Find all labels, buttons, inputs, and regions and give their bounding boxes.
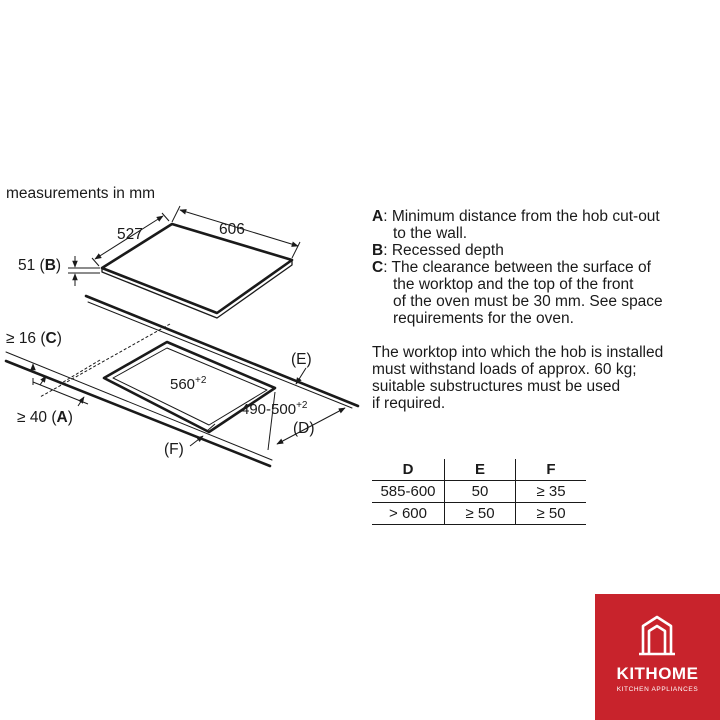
note-line: must withstand loads of approx. 60 kg;	[372, 361, 637, 378]
table-cell: 50	[445, 481, 516, 503]
cutout-width-label: $560^{+2}$	[170, 375, 207, 393]
legend-text: requirements for the oven.	[393, 310, 574, 327]
units-note: measurements in mm	[6, 185, 156, 202]
table-cell: ≥ 50	[516, 503, 587, 525]
label-f: (F)	[164, 441, 184, 458]
min-distance-value: ≥ 40 (A)	[17, 409, 73, 426]
table-cell: ≥ 50	[445, 503, 516, 525]
legend-text: : Recessed depth	[383, 242, 504, 259]
note-line: suitable substructures must be used	[372, 378, 621, 395]
legend-text: : The clearance between the surface of	[383, 259, 651, 276]
note-line: The worktop into which the hob is installed	[372, 344, 664, 361]
recess-value: 51 (B)	[18, 257, 62, 274]
width-label: 606	[219, 221, 245, 238]
legend	[372, 208, 702, 327]
label-d: (D)	[293, 420, 315, 437]
table-header: F	[516, 459, 587, 481]
table-header: E	[445, 459, 516, 481]
table-cell: ≥ 35	[516, 481, 587, 503]
table-row	[372, 481, 586, 503]
kithome-logo	[595, 594, 720, 720]
legend-key: B	[372, 242, 384, 259]
legend-item-a	[372, 208, 702, 225]
table-row	[372, 503, 586, 525]
house-icon	[639, 614, 675, 656]
legend-text: the worktop and the top of the front	[393, 276, 634, 293]
logo-tagline: KITCHEN APPLIANCES	[616, 686, 699, 693]
depth-label: 527	[117, 226, 143, 243]
legend-item-b	[372, 242, 702, 259]
legend-text: : Minimum distance from the hob cut-out	[383, 208, 660, 225]
dimension-table	[372, 459, 586, 525]
legend-key: C	[372, 259, 384, 276]
table-cell: > 600	[372, 503, 445, 525]
label-e: (E)	[291, 351, 312, 368]
cutout-depth-label: $490-500^{+2}$	[241, 400, 308, 418]
table-header-row	[372, 459, 586, 481]
recess-arrows	[68, 256, 100, 286]
table-header: D	[372, 459, 445, 481]
legend-key: A	[372, 208, 384, 225]
load-note	[372, 344, 702, 412]
legend-item-c	[372, 259, 702, 276]
note-line: if required.	[372, 395, 446, 412]
legend-text: of the oven must be 30 mm. See space	[393, 293, 663, 310]
table-cell: 585-600	[372, 481, 445, 503]
logo-brand: KITHOME	[616, 664, 699, 683]
legend-text: to the wall.	[393, 225, 468, 242]
clearance-value: ≥ 16 (C)	[6, 330, 62, 347]
